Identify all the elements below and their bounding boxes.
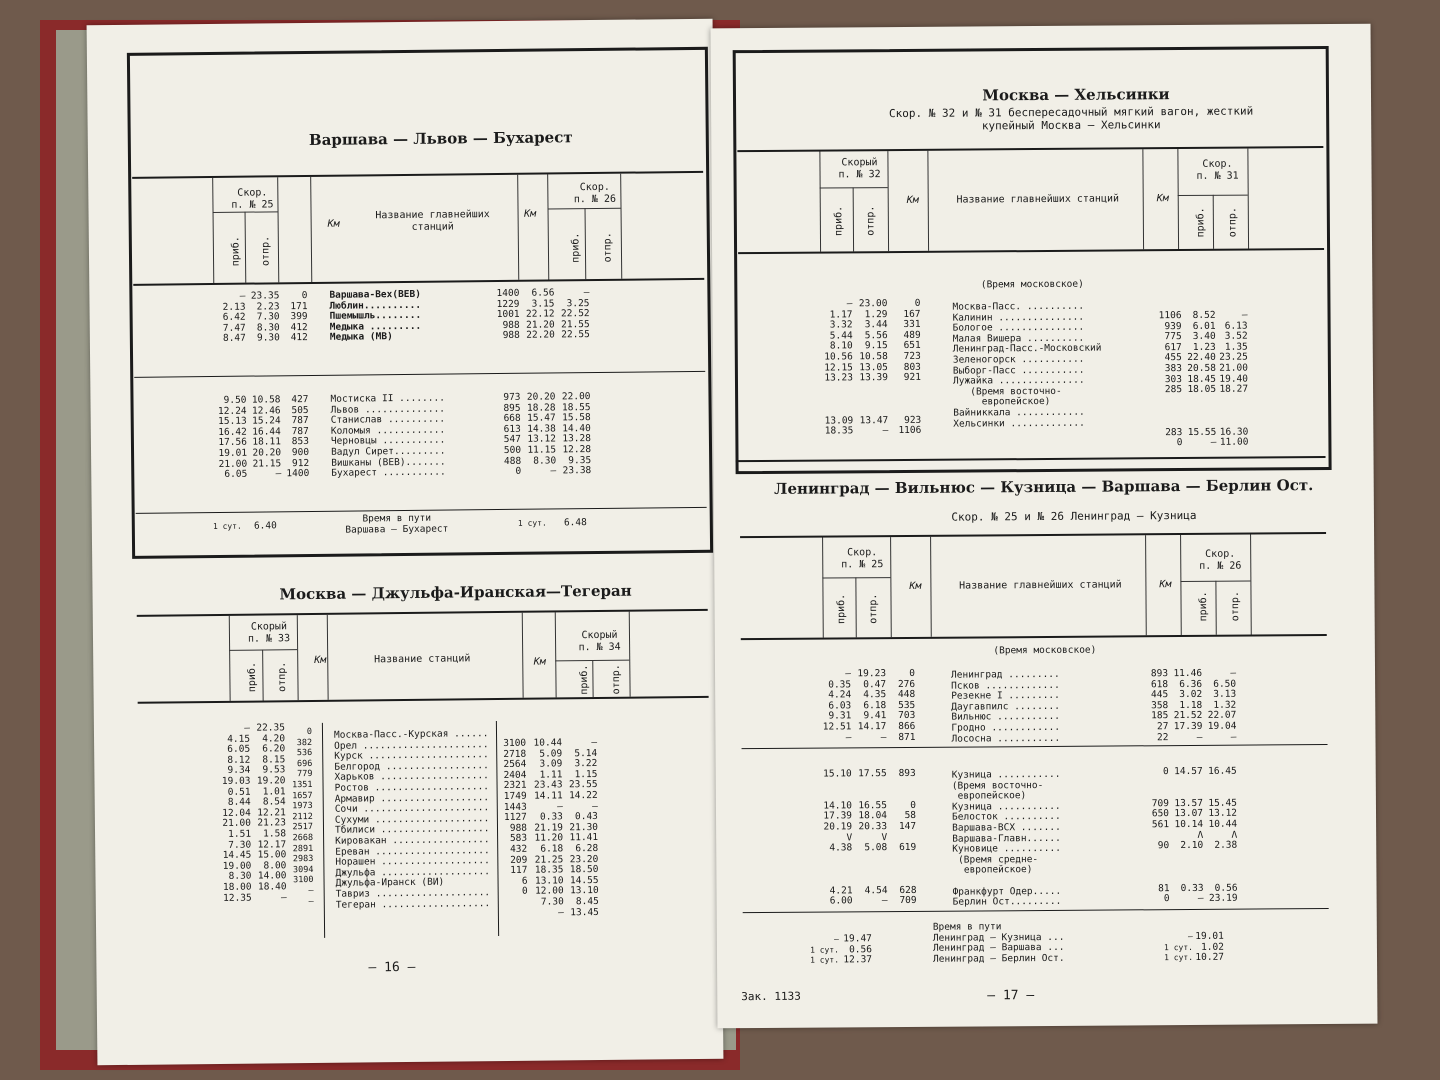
col-km: 0 167 331 489 651 723 803 921 923 1106 [898,297,922,437]
header-train-25: Скор. п. № 25 [841,547,884,571]
divider [555,612,557,697]
col-arr: 9.50 12.24 15.13 16.42 17.56 19.01 21.00 6.05 [217,394,248,481]
header-dep-2: отпр. [1227,207,1239,238]
col-km-2: 3100 2718 2564 2404 2321 1749 1443 1127 988 583 432 209 117 6 0 [503,737,528,898]
col-stations: Москва-Пасс.-Курская ...... Орел ...................... Курск ..................... Белгород .................. Харьков ................... Ростов .................... Армавир ................... Сочи ...................... Сухуми .................... Тбилиси ................... Кировакан ................. Ереван .................... Норашен ................... Джульфа ................... Джульфа-Иранск (ВИ) Тавриз .................... Тегеран ................... [333,728,491,911]
header-dep-2: отпр. [610,664,623,695]
travel-time-label: Время в пути Ленинград — Кузница ... Ленинград — Варшава ... Ленинград — Берлин Ост. [932,921,1065,965]
col-km-2: 0 709 650 561 90 81 0 [1151,766,1170,905]
header-km-2: Км [1156,193,1169,205]
travel-time-days: — 1 сут. 1 сут. [810,934,840,965]
col-dep-2: — 3.25 22.52 21.55 22.55 [560,287,590,341]
travel-time-hours: 6.40 [253,520,277,532]
header-arr: приб. [230,236,242,267]
divider [629,612,631,697]
col-dep-2: — 6.13 3.52 1.35 23.25 21.00 19.40 18.27 16.30 11.00 [1219,309,1249,448]
divider [517,175,519,280]
col-arr: — 4.15 6.05 8.12 9.34 19.03 0.51 8.44 12.04 21.00 1.51 7.30 14.45 19.00 8.30 18.00 12.35 [221,722,252,904]
col-km: 427 505 787 787 853 900 912 1400 [286,394,310,480]
travel-time-days: 1 сут. [212,521,242,532]
print-order: Зак. 1133 [741,989,801,1004]
header-train-31: Скор. п. № 31 [1196,158,1239,182]
header-km-2: Км [533,656,546,668]
time-zone-note: (Время московское) [993,644,1097,657]
travel-time-hours-2: 6.48 [563,517,587,529]
col-km-2: 973 895 668 613 547 500 488 0 [503,391,522,477]
travel-time-hours-2: 19.01 1.02 10.27 [1195,930,1225,964]
header-dep: отпр. [276,661,289,692]
travel-time-label: Время в пути Варшава — Бухарест [345,512,449,536]
col-dep: 10.58 12.46 15.24 16.44 18.11 20.20 21.15 — [251,394,282,480]
divider [322,723,325,938]
col-dep: 23.00 1.29 3.44 5.56 9.15 10.58 13.05 13.39 13.47 — [858,298,889,437]
divider [245,212,247,283]
table-title: Ленинград — Вильнюс — Кузница — Варшава — Берлин Ост. [774,476,1314,498]
col-km: 0 276 448 535 703 866 871 [897,667,916,743]
col-km: 0 171 399 412 412 [290,290,308,344]
divider [1213,195,1214,249]
header-dep-2: отпр. [1230,591,1242,622]
table-title: Варшава — Львов — Бухарест [308,128,573,149]
header-station: Название станций [374,653,471,666]
table-title: Москва — Джульфа-Иранская—Тегеран [279,581,632,604]
col-dep: 19.23 0.47 4.35 6.18 9.41 14.17 — [857,668,887,743]
divider [742,744,1328,749]
col-arr-2: 14.57 13.57 13.07 10.14 Λ 2.10 0.33 — [1174,765,1204,905]
header-arr-2: приб. [1195,207,1207,238]
col-stations: Мостиска II ........ Львов .............. Станислав .......... Коломыя ............ Черновцы ........... Вадул Сирет......... Вишканы (ВЕВ)....... Бухарест ........... [330,392,446,479]
col-arr: — 0.35 4.24 6.03 9.31 12.51 — [822,668,852,743]
header-dep-2: отпр. [602,232,614,263]
right-page [711,24,1378,1029]
header-dep: отпр. [865,205,877,236]
col-arr: — 1.17 3.32 5.44 8.10 10.56 12.15 13.23 13.09 18.35 [824,298,854,437]
header-train-32: Скорый п. № 32 [838,157,881,181]
col-stations: Ленинград ......... Псков ............. Резекне I ......... Даугавпилс ........ Вильнюс ........... Гродно ............ Лососна ........... [951,668,1061,745]
divider [743,908,1329,913]
divider [262,649,264,700]
header-arr-2: приб. [1198,591,1210,622]
header-km: Км [314,654,327,666]
col-dep-2: 16.45 15.45 13.12 10.44 Λ 2.38 0.56 23.19 [1208,765,1238,904]
header-km-2: Км [1159,579,1172,591]
header-train-25: Скор. п. № 25 [231,187,274,211]
header-km-2: Км [523,208,537,220]
header-arr: приб. [833,205,845,237]
header-train-26: Скор. п. № 26 [1199,548,1242,572]
col-arr-2: 8.52 6.01 3.40 1.23 22.40 20.58 18.45 18.05 15.55 — [1187,309,1217,448]
table-header [132,171,704,286]
divider [853,187,854,251]
header-train-26: Скор. п. № 26 [573,181,617,206]
col-dep: 23.35 2.23 7.30 8.30 9.30 [250,290,280,344]
col-km-2: 1400 1229 1001 988 988 [496,287,520,342]
table-title: Москва — Хельсинки [982,85,1170,105]
col-dep-2: — 5.14 3.22 1.15 23.55 14.22 — 0.43 21.30 11.41 6.28 23.20 18.50 14.55 13.10 8.45 13.45 [568,736,599,918]
header-train-34: Скорый п. № 34 [578,629,621,654]
divider [310,177,312,282]
col-stations: Москва-Пасс. .......... Калинин ............... Бологое ............... Малая Вишера .......... Ленинград-Пасс.-Московский Зеленогорск ........... Выборг-Пасс ........... Лужайка ............... (Время восточно- европейское) Вайниккала ............ Хельсинки ............. [952,300,1102,430]
col-arr-2: 10.44 5.09 3.09 1.11 23.43 14.11 — 0.33 21.19 11.20 6.18 21.25 18.35 13.10 12.00 7.30 — [533,737,564,918]
divider [522,613,524,698]
header-dep: отпр. [868,593,880,624]
col-km-2: 893 618 445 358 185 27 22 [1150,668,1169,743]
col-km-2: 1106 939 775 617 455 383 303 285 283 0 [1158,310,1183,449]
header-arr-2: приб. [578,664,591,695]
col-stations: Кузница ........... (Время восточно- европейское) Кузница ........... Белосток .......... Варшава-ВСХ ....... Варшава-Главн...... Куновице .......... (Время средне- европейское) Франкфурт Одер..... Берлин Ост......... [951,768,1062,908]
table-header [737,146,1324,254]
header-arr: приб. [836,593,848,625]
header-km: Км [909,580,922,592]
col-dep: 17.55 16.55 18.04 20.33 V 5.08 4.54 — [858,768,888,907]
header-arr-2: приб. [570,232,582,263]
header-station: Название главнейших станций [956,193,1120,206]
table-subtitle: Скор. № 32 и № 31 беспересадочный мягкий вагон, жесткий купейный Москва — Хельсинки [888,104,1254,133]
col-arr-2: 11.46 6.36 3.02 1.18 21.52 17.39 — [1173,667,1203,743]
header-train-33: Скорый п. № 33 [247,621,291,645]
col-dep-2: — 6.50 3.13 1.32 22.07 19.04 — [1207,667,1237,743]
col-arr: — 2.13 6.42 7.47 8.47 [222,290,246,345]
header-dep: отпр. [260,235,272,267]
col-km: 0 382 536 696 779 1351 1657 1973 2112 2517 2668 2891 2983 3094 3100 — — [292,726,314,907]
header-km: Км [327,218,340,230]
travel-time-days-2: — 1 сут. 1 сут. [1164,931,1194,963]
divider [1215,581,1216,635]
divider [855,577,856,637]
table-header [137,609,709,704]
divider [592,660,593,697]
left-page [87,19,724,1065]
header-km: Км [906,194,919,206]
col-arr: 15.10 14.10 17.39 20.19 V 4.38 4.21 6.00 [823,768,853,907]
page-number: — 17 — [987,988,1035,1004]
travel-time-days-2: 1 сут. [517,518,547,528]
col-arr-2: 6.56 3.15 22.12 21.20 22.20 [525,287,555,342]
table-header [740,532,1327,640]
col-stations: Варшава-Вех(ВЕВ) Люблин.......... Пшемышль........ Медыка ......... Медыка (МВ) [329,288,422,344]
col-dep-2: 22.00 18.55 15.58 14.40 13.28 12.28 9.35 23.38 [561,391,592,477]
header-station: Название главнейших станций [959,579,1122,592]
travel-time-hours: 19.47 0.56 12.37 [843,933,873,966]
divider [585,208,587,279]
col-km: 893 0 58 147 619 628 709 [898,767,917,907]
divider [547,174,549,279]
time-zone-note: (Время московское) [980,278,1084,291]
col-arr-2: 20.20 18.28 15.47 14.38 13.12 11.15 8.30 — [526,391,557,477]
page-number: — 16 — [368,959,416,976]
table-subtitle: Скор. № 25 и № 26 Ленинград — Кузница [951,508,1197,524]
header-arr: приб. [246,661,259,693]
header-station: Название главнейших станций [375,209,490,233]
col-dep: 22.35 4.20 6.20 8.15 9.53 19.20 1.01 8.54 12.21 21.23 1.58 12.17 15.00 8.00 14.00 18.40 — [256,722,287,903]
